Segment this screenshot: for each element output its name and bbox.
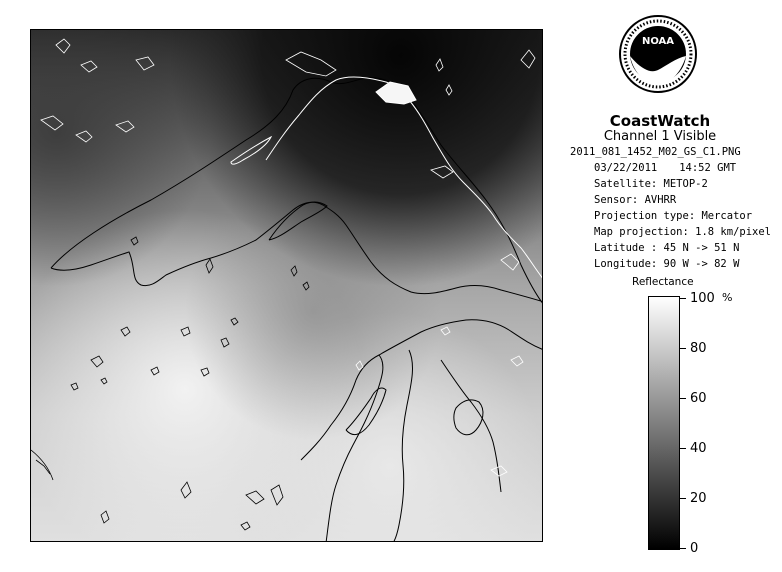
channel-subtitle: Channel 1 Visible [603, 129, 717, 144]
logo-center-text: NOAA [641, 36, 675, 47]
colorbar-tick-label: 60 [690, 391, 707, 406]
legend-unit: % [722, 291, 733, 304]
projection-type-label: Projection type: Mercator [594, 210, 753, 222]
time-value: 14:52 GMT [679, 162, 737, 174]
colorbar-tick [680, 448, 686, 449]
legend-title: Reflectance [632, 276, 694, 288]
colorbar-tick-label: 0 [690, 541, 699, 556]
colorbar-tick-label: 100 [690, 291, 715, 306]
colorbar-tick [680, 398, 686, 399]
colorbar-tick [680, 498, 686, 499]
colorbar-tick-label: 80 [690, 341, 707, 356]
reflectance-colorbar [648, 296, 680, 550]
file-name: 2011_081_1452_M02_GS_C1.PNG [570, 146, 741, 158]
colorbar-tick-label: 20 [690, 491, 707, 506]
map-projection-label: Map projection: 1.8 km/pixel [594, 226, 772, 238]
noaa-logo-icon [618, 14, 698, 94]
longitude-range-label: Longitude: 90 W -> 82 W [594, 258, 740, 270]
date-time-line [594, 162, 736, 174]
date-value: 03/22/2011 [594, 162, 658, 174]
colorbar-tick [680, 298, 686, 299]
colorbar-tick [680, 548, 686, 549]
satellite-label: Satellite: METOP-2 [594, 178, 708, 190]
colorbar-tick-label: 40 [690, 441, 707, 456]
satellite-image-map [30, 29, 543, 542]
sensor-label: Sensor: AVHRR [594, 194, 677, 206]
latitude-range-label: Latitude : 45 N -> 51 N [594, 242, 740, 254]
product-title: CoastWatch [609, 112, 711, 130]
colorbar-tick [680, 348, 686, 349]
